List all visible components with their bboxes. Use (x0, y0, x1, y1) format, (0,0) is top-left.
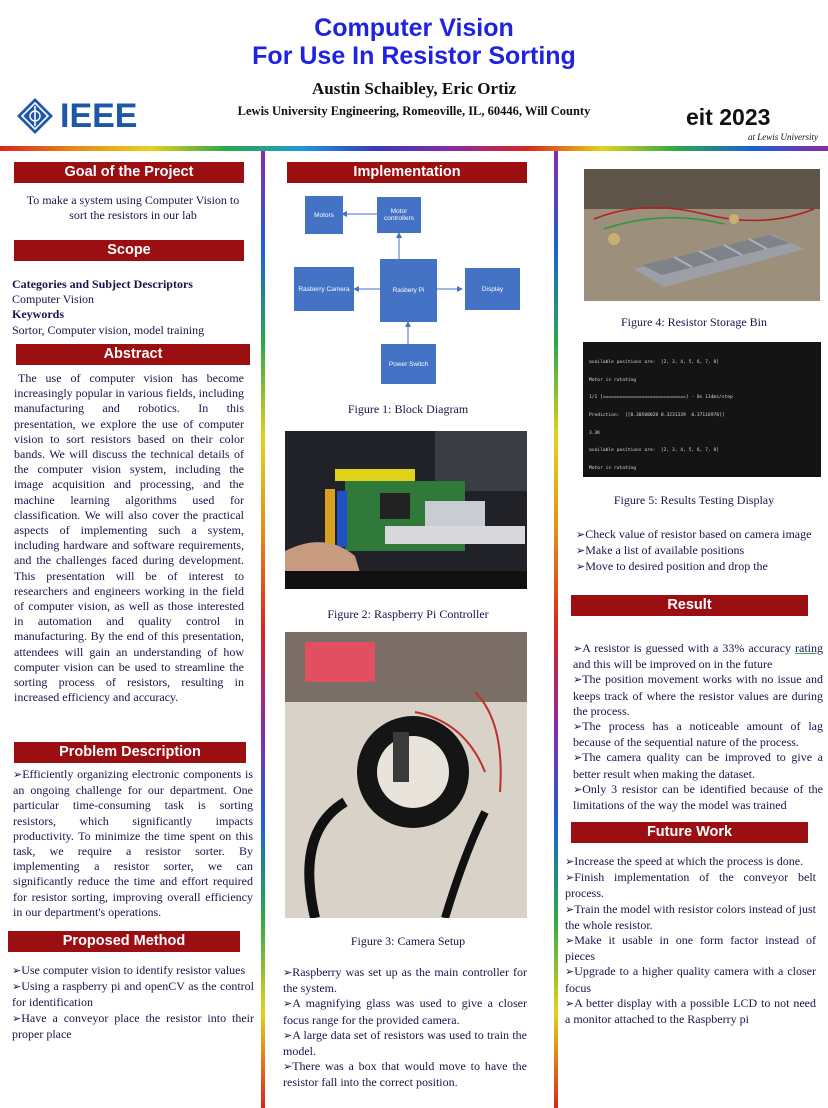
scope-keywords-value: Sortor, Computer vision, model training (12, 322, 205, 337)
diagram-node-motors: Motors (305, 196, 343, 234)
arrow-bullet-icon: ➢ (12, 1012, 22, 1025)
abstract-text: The use of computer vision has become increasingly popular in various fields, including manufacturing and robotics. In this presentation, we explore the use of computer vision to sort resistors based on their color bands. We will discuss the technical details of the computer vision system, including the image acquisition and processing, and the machine learning algorithms used for classification. We will also cover the practical aspects of implementing such a system, including hardware and software requirements, and the challenges faced during development. This presentation will be of interest to researchers and engineers working in the field of computer vision, as well as those interested in automation and quality control in manufacturing. By the end of this presentation, attendees will gain an understanding of how computer vision can be used to streamline the sorting process of resistors, resulting in increased efficiency and accuracy. (14, 371, 244, 705)
proposed-list (12, 963, 254, 1042)
list-item: ➢There was a box that would move to have the resistor fall into the correct position. (283, 1059, 527, 1090)
eit-logo-text: eit 2023 (686, 104, 771, 130)
list-item: ➢A large data set of resistors was used to train the model. (283, 1027, 527, 1059)
list-item: ➢The process has a noticeable amount of lag because of the sequential nature of the process. (573, 719, 823, 750)
list-item: ➢A magnifying glass was used to give a closer focus range for the provided camera. (283, 996, 527, 1027)
terminal-line: 3.3K (589, 430, 601, 436)
poster-header (0, 0, 828, 150)
proposed-heading: Proposed Method (8, 931, 240, 952)
implementation-list (283, 965, 527, 1091)
problem-text-body: Efficiently organizing electronic components is an ongoing challenge for our department. One particular time-consuming task is sorting resistors, which significantly impacts productivity. To minimize the time spent on this task, we require a resistor sorter. By implementing a resistor sorter, we can significantly reduce the time and effort required for resistor sorting, improving overall efficiency in our department's operations. (13, 767, 253, 919)
column-divider-1 (261, 151, 265, 1108)
diagram-node-power-switch: Power Switch (381, 344, 436, 384)
arrow-bullet-icon: ➢ (565, 903, 575, 916)
arrow-bullet-icon: ➢ (573, 721, 583, 734)
list-item: ➢The position movement works with no issue and keeps track of where the resistor values are during the process. (573, 672, 823, 718)
figure3-caption: Figure 3: Camera Setup (350, 934, 466, 948)
figure5-caption: Figure 5: Results Testing Display (613, 493, 775, 507)
arrow-bullet-icon: ➢ (12, 965, 22, 977)
ieee-logo-text: IEEE (60, 96, 138, 135)
list-item: ➢Use computer vision to identify resistor values (12, 963, 246, 977)
arrow-bullet-icon: ➢ (565, 966, 575, 979)
scope-categories-label: Categories and Subject Descriptors (12, 277, 193, 291)
camera-setup-photo (285, 632, 527, 918)
arrow-bullet-icon: ➢ (565, 935, 575, 948)
problem-text (13, 767, 253, 920)
future-work-heading: Future Work (571, 822, 808, 843)
scope-body (12, 277, 256, 338)
arrow-bullet-icon: ➢ (12, 981, 22, 994)
list-item: ➢Make a list of available positions (576, 543, 745, 558)
list-item: ➢Have a conveyor place the resistor into their proper place (12, 1010, 254, 1041)
abstract-heading: Abstract (16, 344, 250, 365)
list-item: ➢Move to desired position and drop the (576, 559, 768, 574)
implementation-heading: Implementation (287, 162, 527, 183)
affiliation: Lewis University Engineering, Romeoville, IL, 60446, Will County (237, 104, 591, 118)
arrow-bullet-icon: ➢ (283, 1029, 293, 1042)
storage-bin-image (584, 169, 820, 301)
scope-heading: Scope (14, 240, 244, 261)
camera-setup-image (285, 632, 527, 918)
arrow-bullet-icon: ➢ (283, 1061, 293, 1074)
list-item: ➢A resistor is guessed with a 33% accuracy rating and this will be improved on in the future (573, 641, 823, 672)
list-item: ➢Check value of resistor based on camera image (576, 527, 812, 541)
arrow-bullet-icon: ➢ (573, 783, 583, 796)
column-divider-2 (554, 151, 558, 1108)
figure4-caption: Figure 4: Resistor Storage Bin (621, 315, 767, 329)
arrow-bullet-icon: ➢ (573, 643, 583, 655)
poster-title-line2: For Use In Resistor Sorting (252, 42, 576, 70)
ieee-diamond-icon (16, 97, 54, 135)
list-item: ➢Only 3 resistor can be identified because of the limitations of the way the model was trained (573, 781, 823, 813)
poster-title-line1: Computer Vision (314, 14, 514, 42)
ieee-logo (16, 96, 137, 136)
list-item: ➢Upgrade to a higher quality camera with a closer focus (565, 964, 816, 995)
arrow-bullet-icon: ➢ (13, 769, 23, 781)
goal-text-line2: sort the resistors in our lab (69, 208, 197, 223)
diagram-node-camera: Rasberry Camera (294, 267, 354, 311)
list-item: ➢Train the model with resistor colors instead of just the whole resistor. (565, 901, 816, 932)
arrow-bullet-icon: ➢ (573, 674, 583, 687)
goal-text-line1: To make a system using Computer Vision to (26, 193, 240, 207)
header-rainbow-divider (0, 146, 828, 151)
diagram-node-motor-controllers: Motor controllers (377, 197, 421, 233)
raspberry-pi-photo (285, 431, 527, 589)
eit-logo (686, 104, 818, 142)
list-item: ➢Raspberry was set up as the main controller for the system. (283, 965, 527, 996)
arrow-bullet-icon: ➢ (565, 872, 575, 885)
diagram-node-display: Display (465, 268, 520, 310)
scope-keywords-label: Keywords (12, 307, 64, 322)
results-terminal-display (583, 342, 821, 477)
block-diagram (280, 188, 544, 398)
arrow-bullet-icon: ➢ (576, 561, 586, 574)
arrow-bullet-icon: ➢ (283, 967, 293, 979)
terminal-output (589, 348, 733, 477)
result-list (573, 641, 823, 813)
arrow-bullet-icon: ➢ (283, 998, 293, 1011)
list-item: ➢A better display with a possible LCD to not need a monitor attached to the Raspberry pi (565, 995, 816, 1027)
figure2-caption: Figure 2: Raspberry Pi Controller (327, 607, 489, 621)
diagram-node-raspberry-pi: Rasbery Pi (380, 259, 437, 322)
raspberry-pi-image (285, 431, 527, 589)
terminal-line: available positions are: [2, 3, 4, 5, 6, 7, 8] (589, 359, 719, 365)
terminal-line: available positions are: [2, 3, 4, 5, 6, 7, 8] (589, 448, 719, 454)
list-item: ➢Finish implementation of the conveyor belt process. (565, 870, 816, 901)
process-steps-list (576, 527, 819, 593)
eit-logo-subtitle: at Lewis University (748, 132, 818, 142)
storage-bin-photo (584, 169, 820, 301)
arrow-bullet-icon: ➢ (576, 545, 586, 558)
terminal-line: Motor is rotating (589, 466, 637, 472)
problem-heading: Problem Description (14, 742, 246, 763)
list-item: ➢Using a raspberry pi and openCV as the control for identification (12, 979, 254, 1010)
arrow-bullet-icon: ➢ (565, 997, 575, 1010)
figure1-caption: Figure 1: Block Diagram (347, 402, 469, 416)
list-item: ➢The camera quality can be improved to give a better result when making the dataset. (573, 750, 823, 781)
authors: Austin Schaibley, Eric Ortiz (312, 79, 516, 98)
future-work-list (565, 854, 816, 1027)
list-item: ➢Increase the speed at which the process is done. (565, 854, 804, 868)
list-item: ➢Make it usable in one form factor instead of pieces (565, 933, 816, 964)
arrow-bullet-icon: ➢ (576, 529, 586, 541)
terminal-line: Motor is rotating (589, 377, 637, 383)
terminal-line: Prediction: [[0.30508028 0.3231339 0.37116978]] (589, 412, 725, 418)
arrow-bullet-icon: ➢ (565, 856, 575, 868)
arrow-bullet-icon: ➢ (573, 752, 583, 765)
scope-categories-value: Computer Vision (12, 292, 95, 307)
goal-heading: Goal of the Project (14, 162, 244, 183)
goal-text (10, 193, 256, 223)
terminal-line: 1/1 [==============================] - 0s 114ms/step (589, 395, 733, 401)
result-heading: Result (571, 595, 808, 616)
